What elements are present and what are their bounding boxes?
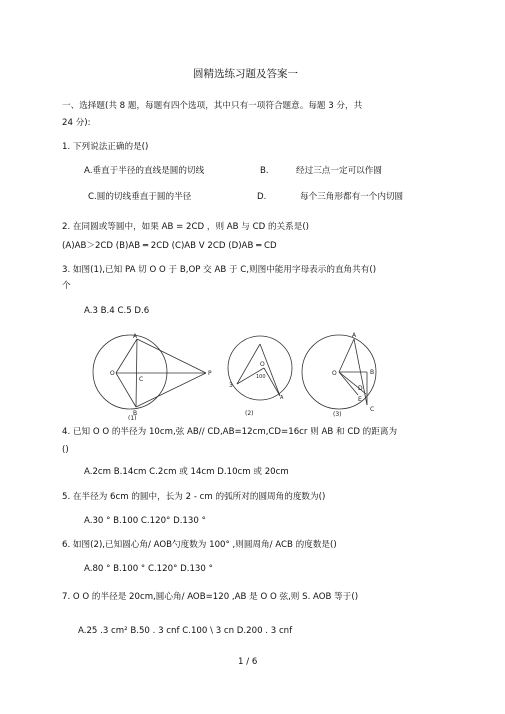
q4-options: A.2cm B.14cm C.2cm 或 14cm D.10cm 或 20cm: [84, 467, 289, 477]
q6-stem: 6. 如图(2),已知圆心角/ AOB勺度数为 100° ,则圆周角/ ACB 的度数是(): [62, 540, 337, 550]
q7-options: A.25 .3 cm² B.50 . 3 cnf C.100 \ 3 cn D.200 . 3 cnf: [78, 626, 293, 636]
fig3-label-o: O: [332, 370, 337, 377]
fig2-caption: (2): [245, 410, 254, 417]
q4-stem-line1: 4. 已知 O O 的半径为 10cm,弦 AB// CD,AB=12cm,CD=16cr 则 AB 和 CD 的距离为: [62, 427, 398, 437]
section-heading-line2: 24 分):: [62, 118, 91, 128]
fig2-label-b: 3: [229, 382, 233, 389]
fig3-label-b: B: [370, 369, 375, 376]
fig1-label-b: B: [133, 410, 138, 417]
fig1-label-o: O: [110, 370, 115, 377]
fig1-label-a: A: [133, 333, 138, 340]
figure-3: [302, 335, 376, 409]
q5-options: A.30 ° B.100 C.120° D.130 °: [84, 516, 206, 526]
section-heading-line1: 一、选择题(共 8 题，每题有四个选项，其中只有一项符合题意。每题 3 分，共: [62, 101, 363, 111]
q7-stem: 7. O O 的半径是 20cm,圆心角/ AOB=120 ,AB 是 O O 弦,则 S. AOB 等于(): [62, 592, 359, 602]
q1-option-a: A.垂直于半径的直线是圆的切线: [84, 166, 205, 176]
fig1-caption: (1): [128, 415, 137, 420]
q1-stem: 1. 下列说法正确的是(): [62, 142, 149, 152]
fig3-label-a: A: [352, 332, 357, 339]
q1-option-b-letter: B.: [260, 166, 269, 176]
fig2-label-a: A: [280, 395, 284, 401]
geometry-figures: [88, 328, 388, 420]
q5-stem: 5. 在半径为 6cm 的圆中，长为 2 - cm 的弧所对的圆周角的度数为(): [62, 492, 326, 502]
figure-2: [228, 336, 292, 400]
q3-options: A.3 B.4 C.5 D.6: [84, 306, 150, 316]
fig1-label-c: C: [139, 376, 144, 383]
fig3-label-d: D: [358, 385, 363, 392]
fig2-label-o: O: [260, 361, 265, 368]
q2-stem: 2. 在同圆或等圆中，如果 AB = 2CD ，则 AB 与 CD 的关系是(): [62, 222, 310, 232]
q1-option-d-letter: D.: [257, 192, 267, 202]
q4-stem-line2: (): [62, 445, 69, 455]
q6-options: A.80 ° B.100 ° C.120° D.130 °: [84, 564, 213, 574]
q1-option-c: C.圆的切线垂直于圆的半径: [88, 192, 192, 202]
fig3-label-e: E: [358, 396, 362, 403]
fig3-caption: (3): [333, 411, 342, 418]
q2-options: (A)AB＞2CD (B)AB ═ 2CD (C)AB V 2CD (D)AB ═ CD: [62, 241, 277, 251]
q3-stem-line1: 3. 如图(1),已知 PA 切 O O 于 B,OP 交 AB 于 C,则图中能用字母表示的直角共有(): [62, 265, 377, 275]
q3-stem-line2: 个: [62, 281, 71, 291]
fig1-label-p: P: [208, 370, 212, 377]
page-number: 1 / 6: [238, 657, 258, 667]
q1-option-d: 每个三角形都有一个内切圆: [300, 192, 404, 202]
page-title: 圆精选练习题及答案一: [193, 68, 298, 80]
fig3-label-c: C: [370, 406, 375, 413]
q1-option-b: 经过三点一定可以作圆: [296, 166, 382, 176]
fig2-angle-label: 100: [256, 374, 266, 380]
